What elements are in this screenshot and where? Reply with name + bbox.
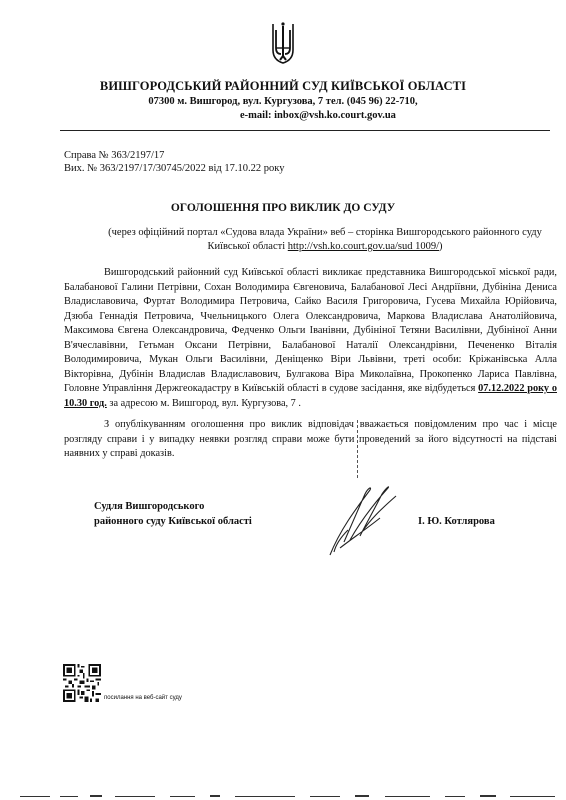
summons-address: за адресою м. Вишгород, вул. Кургузова, 7 .: [106, 397, 301, 409]
notice-title: ОГОЛОШЕННЯ ПРО ВИКЛИК ДО СУДУ: [170, 202, 396, 214]
case-number: Справа № 363/2197/17: [64, 150, 165, 161]
judge-title-line2: районного суду Київської області: [94, 516, 252, 527]
qr-code-note: посилання на веб-сайт суду: [104, 695, 182, 701]
scan-edge-artifact: [20, 795, 560, 798]
header-divider: [60, 130, 550, 131]
coat-of-arms-icon: [270, 20, 296, 64]
notice-subtitle: [96, 226, 554, 254]
court-address: 07300 м. Вишгород, вул. Кургузова, 7 тел. (045 96) 22-710,: [148, 96, 418, 107]
qr-code-icon[interactable]: [63, 664, 101, 702]
handwritten-signature: [310, 470, 420, 560]
judge-name: І. Ю. Котлярова: [418, 516, 495, 527]
court-website-link[interactable]: http://vsh.ko.court.gov.ua/sud 1009/: [287, 241, 440, 252]
subtitle-prefix: (через офіційний портал «Судова влада України» веб – сторінка Вишгородського районного суду Київської області: [108, 227, 542, 252]
judge-title-line1: Судля Вишгородського: [94, 501, 205, 512]
court-name: ВИШГОРОДСЬКИЙ РАЙОННИЙ СУД КИЇВСЬКОЇ ОБЛАСТІ: [99, 79, 467, 93]
outgoing-number: Вих. № 363/2197/17/30745/2022 від 17.10.22 року: [64, 163, 285, 174]
notice-consequence-paragraph: З опублікуванням оголошення про виклик відповідач вважається повідомленим про час і місце розгляду справи і у випадку неявки розгляд справи може бути проведений за його відсутності на підставі наявних у справі доказів.: [64, 419, 557, 459]
court-email: e-mail: inbox@vsh.ko.court.gov.ua: [240, 110, 396, 121]
subtitle-suffix: ): [439, 241, 443, 252]
hearing-date: 07.12.2022 року о 10.30 год.: [64, 383, 557, 409]
summons-paragraph: [64, 266, 557, 411]
summons-text: Вишгородський районний суд Київської області викликає представника Вишгородської міської ради, Балабанової Галини Петрівни, Сохан Володимира Євгеновича, Балабанової Лесі Андріївни, Дубініна Дениса Владиславовича, Фуртат Володимира Петровича, Сайко Василя Григоровича, Гусева Михайла Юрійовича, Дзюба Геннадія Петровича, Ччельницького Олега Олександровича, Маркова Владислава Анатолійовича, Максимова Євгена Олександровича, Федченко Ольги Іванівни, Дубініної Тетяни Василівни, Дубініної Анни В'ячеславівни, Гетьман Оксани Петрівни, Балабанової Наталії Олександрівни, Печененко Віталія Володимировича, Мукан Ольги Василівни, Деніщенко Віри Львівни, треті особи: Кріжанівська Алла Вікторівна, Дубінін Владислав Владиславович, Булгакова Віра Миколаївна, Прокопенко Лариса Павлівна, Головне Управління Держгеокадастру в Київській області в судове засідання, яке відбудеться: [64, 267, 557, 394]
